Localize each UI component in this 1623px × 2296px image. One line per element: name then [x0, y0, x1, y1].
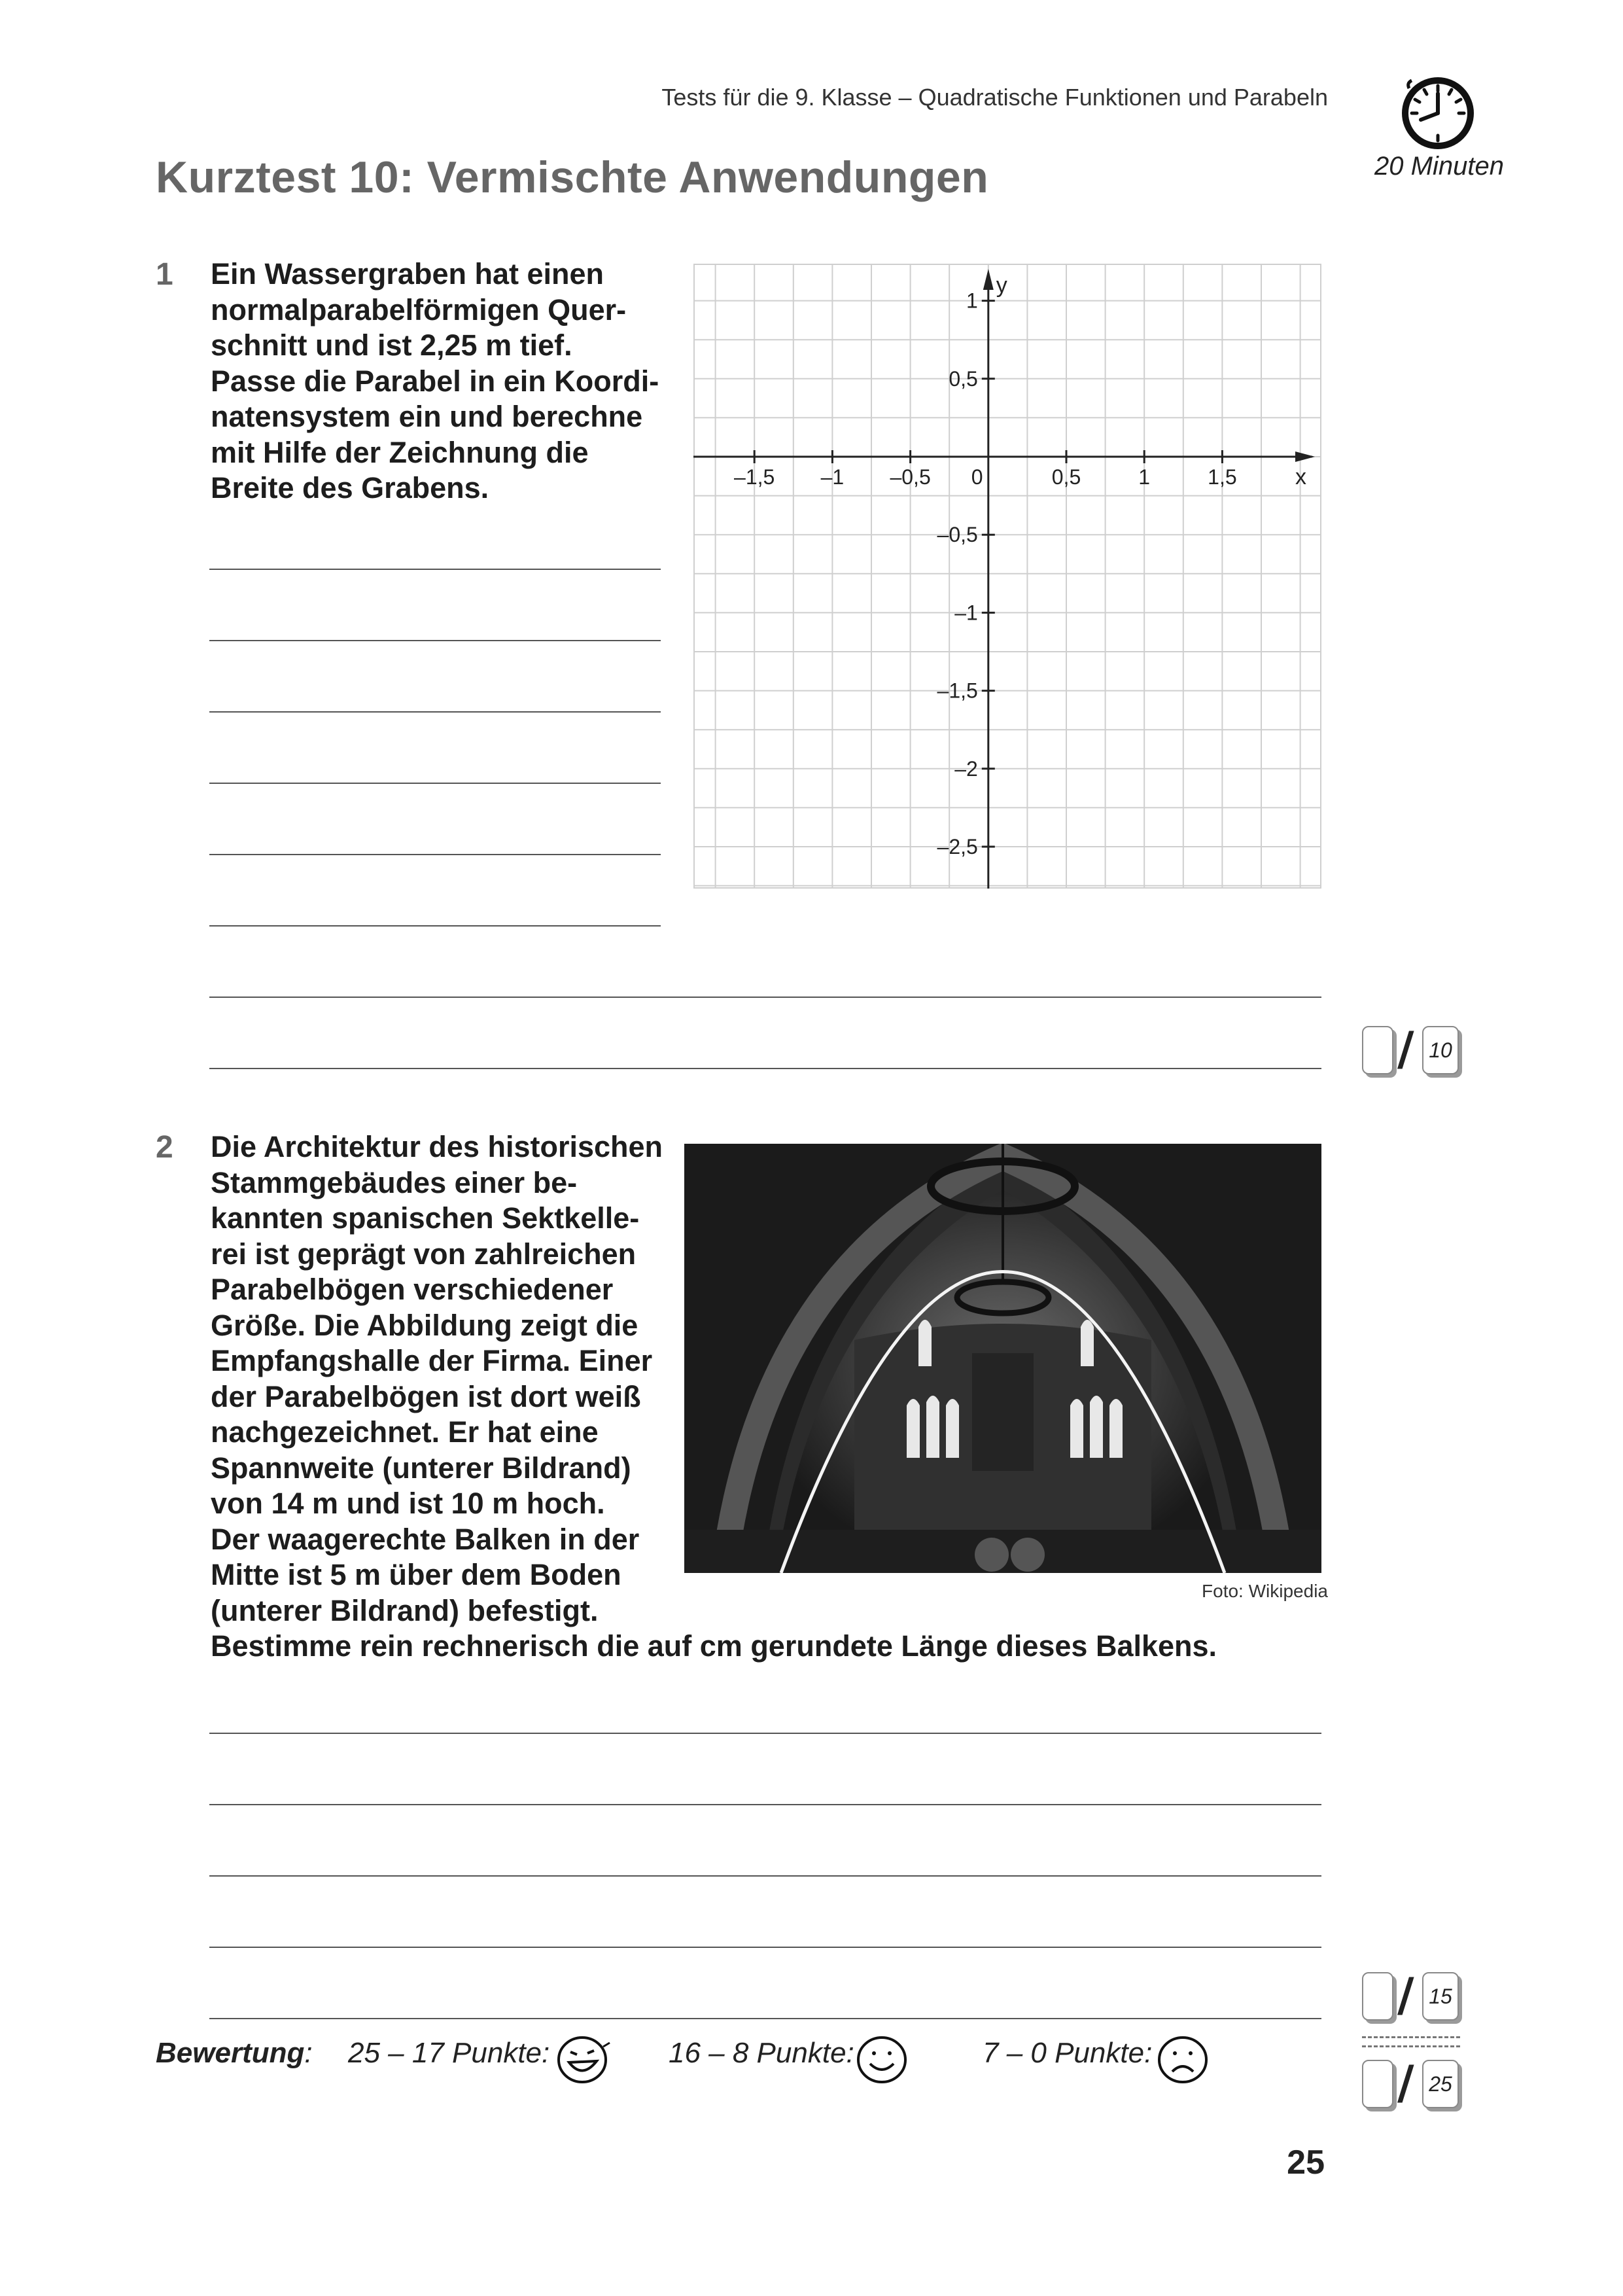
- x-tick-label: 0: [971, 465, 983, 489]
- task-2-line: der Parabelbögen ist dort weiß: [211, 1379, 641, 1413]
- task-2-line: rei ist geprägt von zahlreichen: [211, 1237, 637, 1271]
- y-tick-label: –2,5: [937, 835, 978, 858]
- answer-line[interactable]: [209, 711, 661, 713]
- task-1-line: mit Hilfe der Zeichnung die: [211, 435, 589, 469]
- answer-line[interactable]: [209, 569, 661, 570]
- coordinate-grid[interactable]: [693, 264, 1321, 889]
- task-1-line: natensystem ein und berechne: [211, 400, 643, 433]
- y-tick-label: –1: [954, 601, 978, 625]
- max-points: 15: [1422, 1972, 1459, 2021]
- task-2-line: nachgezeichnet. Er hat eine: [211, 1415, 599, 1449]
- y-axis-arrow: [983, 269, 994, 290]
- sum-divider: [1362, 2045, 1460, 2047]
- task-2-line: Empfangshalle der Firma. Einer: [211, 1344, 653, 1377]
- task-2-line: Größe. Die Abbildung zeigt die: [211, 1308, 638, 1342]
- answer-line[interactable]: [209, 1947, 1321, 1948]
- answer-line[interactable]: [209, 1733, 1321, 1734]
- series-title: Tests für die 9. Klasse – Quadratische Funktionen und Parabeln: [661, 84, 1328, 111]
- answer-line[interactable]: [209, 1068, 1321, 1069]
- task-2-line: Parabelbögen verschiedener: [211, 1273, 614, 1306]
- task-2-line: Mitte ist 5 m über dem Boden: [211, 1558, 621, 1591]
- page-number: 25: [1287, 2144, 1325, 2181]
- x-tick-label: –1: [820, 465, 845, 489]
- y-axis-label: y: [996, 273, 1007, 298]
- y-tick-label: 0,5: [949, 366, 978, 391]
- x-tick-label: 0,5: [1051, 465, 1081, 489]
- answer-line[interactable]: [209, 925, 661, 927]
- rating-range: 7 – 0 Punkte:: [983, 2037, 1153, 2069]
- answer-line[interactable]: [209, 640, 661, 641]
- task-2-line: Bestimme rein rechnerisch die auf cm gerundete Länge dieses Balkens.: [211, 1629, 1217, 1663]
- y-tick-label: –0,5: [937, 523, 978, 547]
- score-input-box[interactable]: [1362, 1026, 1393, 1074]
- x-axis-label: x: [1295, 465, 1306, 489]
- task-2-line: (unterer Bildrand) befestigt.: [211, 1593, 599, 1627]
- photo-credit: Foto: Wikipedia: [1202, 1581, 1328, 1601]
- rating-range: 25 – 17 Punkte:: [348, 2037, 550, 2069]
- smiling-face-icon: [854, 2034, 909, 2086]
- rating-range: 16 – 8 Punkte:: [669, 2037, 854, 2069]
- task-1-line: Breite des Grabens.: [211, 471, 489, 504]
- x-tick-label: –0,5: [890, 465, 931, 489]
- y-tick-label: –2: [954, 756, 978, 781]
- answer-line[interactable]: [209, 997, 1321, 998]
- x-tick-label: 1: [1138, 465, 1151, 489]
- answer-line[interactable]: [209, 1804, 1321, 1805]
- task-1-text: [211, 256, 682, 506]
- answer-line[interactable]: [209, 783, 661, 784]
- task-2-number: 2: [156, 1130, 173, 1165]
- rating-label: Bewertung:: [156, 2037, 313, 2069]
- clock-icon: [1395, 69, 1484, 158]
- sum-divider: [1362, 2036, 1460, 2038]
- y-tick-label: 1: [966, 289, 978, 313]
- grid-border: [694, 264, 1321, 888]
- sad-face-icon: [1155, 2034, 1210, 2086]
- y-tick-label: –1,5: [937, 679, 978, 703]
- arch-photo: [684, 1144, 1321, 1573]
- max-points: 10: [1422, 1026, 1459, 1074]
- task-1-line: Passe die Parabel in ein Koordi-: [211, 364, 659, 398]
- answer-line[interactable]: [209, 1875, 1321, 1877]
- x-axis-arrow: [1295, 451, 1315, 462]
- score-input-box[interactable]: [1362, 2060, 1393, 2108]
- x-tick-label: –1,5: [734, 465, 775, 489]
- time-limit: 20 Minuten: [1374, 152, 1504, 181]
- task-2-line: Stammgebäudes einer be-: [211, 1165, 578, 1199]
- max-points: 25: [1422, 2060, 1459, 2108]
- task-2-line: Spannweite (unterer Bildrand): [211, 1451, 631, 1485]
- task-2-line: Die Architektur des historischen: [211, 1130, 663, 1163]
- score-input-box[interactable]: [1362, 1972, 1393, 2021]
- answer-line[interactable]: [209, 854, 661, 855]
- task-2-line: Der waagerechte Balken in der: [211, 1522, 640, 1556]
- task-2-line: von 14 m und ist 10 m hoch.: [211, 1487, 605, 1520]
- task-1-number: 1: [156, 257, 173, 292]
- page-title: Kurztest 10: Vermischte Anwendungen: [156, 152, 989, 202]
- task-1-line: normalparabelförmigen Quer-: [211, 292, 627, 327]
- task-2-line: kannten spanischen Sektkelle-: [211, 1201, 640, 1235]
- task-1-line: Ein Wassergraben hat einen: [211, 257, 604, 291]
- task-1-line: schnitt und ist 2,25 m tief.: [211, 328, 572, 362]
- answer-line[interactable]: [209, 2018, 1321, 2019]
- x-tick-label: 1,5: [1208, 465, 1237, 489]
- laughing-face-icon: [555, 2034, 612, 2086]
